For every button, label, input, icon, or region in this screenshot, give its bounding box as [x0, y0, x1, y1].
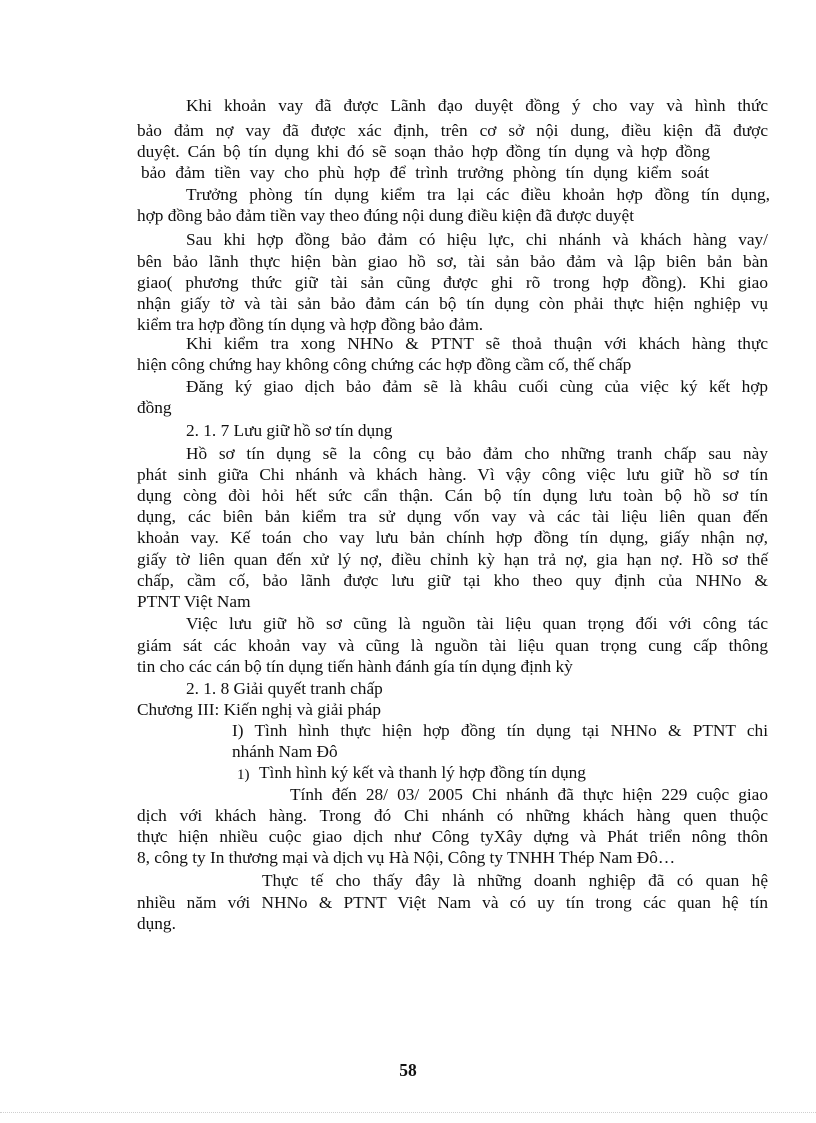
text-line: dụng còng đòi hỏi hết sức cẩn thận. Cán bộ tín dụng lưu toàn bộ hồ sơ tín: [137, 486, 768, 505]
text-line: nhánh Nam Đô: [232, 742, 338, 761]
text-line: dụng, các biên bản kiểm tra sử dụng vốn vay và các tài liệu liên quan đến: [137, 507, 768, 526]
text-line: tin cho các cán bộ tín dụng tiến hành đánh gía tín dụng định kỳ: [137, 657, 573, 676]
text-line: bảo đảm tiền vay cho phù hợp để trình trưởng phòng tín dụng kiểm soát: [141, 163, 709, 182]
text-line: hợp đồng bảo đảm tiền vay theo đúng nội dung điều kiện đã được duyệt: [137, 206, 635, 225]
text-line: duyệt. Cán bộ tín dụng khi đó sẽ soạn thảo hợp đồng tín dụng và hợp đồng: [137, 142, 710, 161]
text-line: khoản vay. Kế toán cho vay lưu bản chính hợp đồng tín dụng, giấy nhận nợ,: [137, 528, 768, 547]
section-heading: 2. 1. 7 Lưu giữ hồ sơ tín dụng: [186, 421, 393, 440]
text-line: chấp, cầm cố, bảo lãnh được lưu giữ tại kho theo quy định của NHNo &: [137, 571, 768, 590]
text-line: dịch với khách hàng. Trong đó Chi nhánh có những khách hàng quen thuộc: [137, 806, 768, 825]
subsection-heading: Tình hình ký kết và thanh lý hợp đồng tín dụng: [259, 763, 586, 782]
text-line: phát sinh giữa Chi nhánh và khách hàng. Vì vậy công việc lưu giữ hồ sơ tín: [137, 465, 768, 484]
text-line: kiểm tra hợp đồng tín dụng và hợp đồng bảo đảm.: [137, 315, 484, 334]
text-line: I) Tình hình thực hiện hợp đồng tín dụng tại NHNo & PTNT chi: [232, 721, 768, 740]
text-line: thực hiện nhiều cuộc giao dịch như Công tyXây dựng và Phát triển nông thôn: [137, 827, 768, 846]
text-line: nhiều năm với NHNo & PTNT Việt Nam và có uy tín trong các quan hệ tín: [137, 893, 768, 912]
text-line: dụng.: [137, 914, 176, 933]
text-line: giấy tờ liên quan đến xử lý nợ, điều chỉnh kỳ hạn trả nợ, gia hạn nợ. Hồ sơ thế: [137, 550, 768, 569]
text-line: Đăng ký giao dịch bảo đảm sẽ là khâu cuối cùng của việc ký kết hợp: [186, 377, 768, 396]
text-line: 8, công ty In thương mại và dịch vụ Hà Nội, Công ty TNHH Thép Nam Đô…: [137, 848, 676, 867]
text-line: bên bảo lãnh thực hiện bàn giao hồ sơ, tài sản bảo đảm và lập biên bản bàn: [137, 252, 768, 271]
text-line: Sau khi hợp đồng bảo đảm có hiệu lực, chi nhánh và khách hàng vay/: [186, 230, 768, 249]
page-number: 58: [399, 1060, 417, 1080]
text-line: PTNT Việt Nam: [137, 592, 251, 611]
text-line: Tính đến 28/ 03/ 2005 Chi nhánh đã thực hiện 229 cuộc giao: [290, 785, 768, 804]
bottom-divider: [0, 1112, 816, 1113]
section-heading: 2. 1. 8 Giải quyết tranh chấp: [186, 679, 383, 698]
text-line: giám sát các khoản vay và cũng là nguồn tài liệu quan trọng cung cấp thông: [137, 636, 768, 655]
text-line: Khi khoản vay đã được Lãnh đạo duyệt đồng ý cho vay và hình thức: [186, 96, 768, 115]
text-line: hiện công chứng hay không công chứng các hợp đồng cầm cố, thế chấp: [137, 355, 632, 374]
text-line: đồng: [137, 398, 172, 417]
text-line: nhận giấy tờ và tài sản bảo đảm cán bộ tín dụng còn phải thực hiện nghiệp vụ: [137, 294, 768, 313]
text-line: bảo đảm nợ vay đã được xác định, trên cơ sở nội dung, điều kiện đã được: [137, 121, 768, 140]
text-line: Hồ sơ tín dụng sẽ la công cụ bảo đảm cho những tranh chấp sau này: [186, 444, 768, 463]
text-line: giao( phương thức giữ tài sản cũng được ghi rõ trong hợp đồng). Khi giao: [137, 273, 768, 292]
chapter-heading: Chương III: Kiến nghị và giải pháp: [137, 700, 382, 719]
list-marker: 1): [237, 767, 250, 783]
text-line: Trưởng phòng tín dụng kiểm tra lại các điều khoản hợp đồng tín dụng,: [186, 185, 770, 204]
text-line: Khi kiểm tra xong NHNo & PTNT sẽ thoả thuận với khách hàng thực: [186, 334, 768, 353]
text-line: Việc lưu giữ hồ sơ cũng là nguồn tài liệu quan trọng đối với công tác: [186, 614, 768, 633]
text-line: Thực tế cho thấy đây là những doanh nghiệp đã có quan hệ: [262, 871, 768, 890]
